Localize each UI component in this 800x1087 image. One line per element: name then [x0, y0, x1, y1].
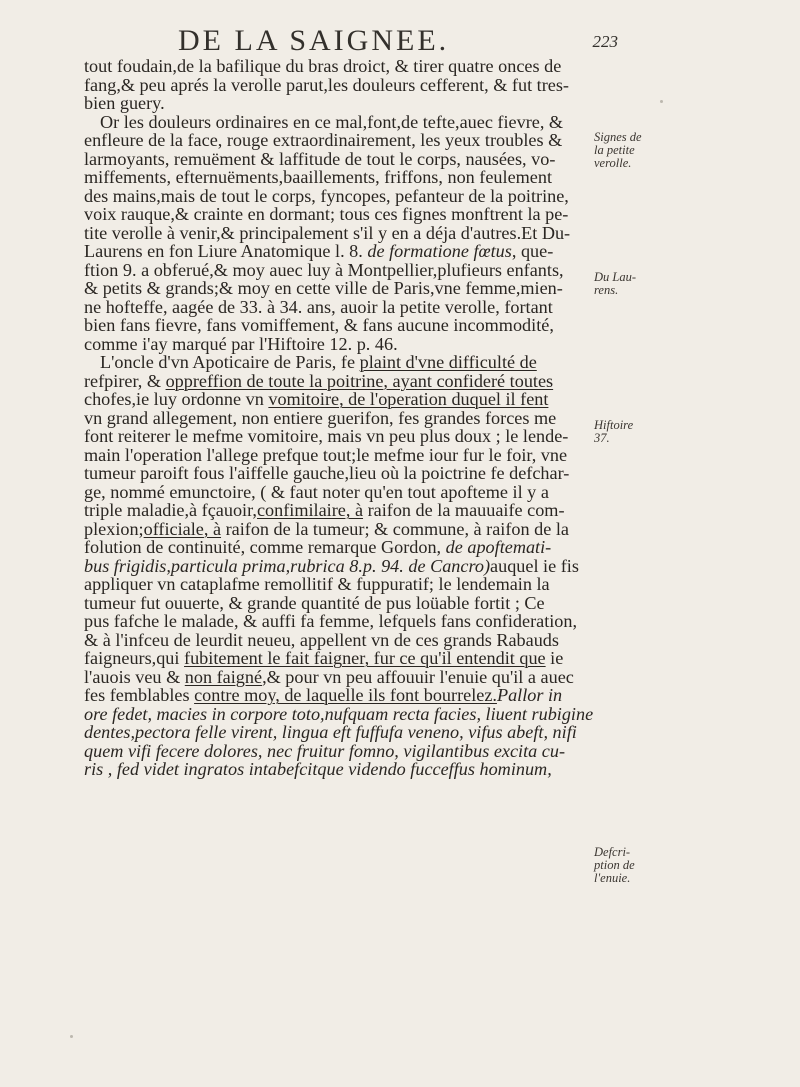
margin-note-line: Du Lau-	[594, 270, 637, 284]
body-text	[84, 56, 594, 779]
margin-note-line: 37.	[594, 431, 610, 445]
text-line: main l'operation l'allege prefque tout;le mefme iour fur le foir, vne	[84, 444, 568, 465]
margin-note-line: verolle.	[594, 156, 632, 170]
text-segment: ie	[545, 648, 564, 668]
text-segment: contre moy, de laquelle ils font bourrelez.	[194, 685, 497, 705]
margin-note-line: ption de	[594, 858, 635, 872]
margin-note-du-laurens	[594, 271, 636, 297]
text-segment: Pallor in	[496, 685, 563, 705]
text-segment: oppreffion de toute la poitrine, ayant confideré toutes	[165, 370, 554, 391]
text-segment: bus frigidis,particula prima,rubrica 8.p. 94. de Cancro)	[84, 555, 491, 576]
text-line	[84, 520, 574, 539]
text-line: fang,& peu aprés la verolle parut,les douleurs cefferent, & fut tres-	[84, 74, 569, 95]
text-segment: Laurens en fon Liure Anatomique l. 8.	[84, 241, 368, 261]
text-segment: de formatione fœtus	[367, 241, 512, 261]
margin-note-description-envie	[594, 846, 635, 885]
margin-note-line: Signes de	[594, 130, 642, 144]
text-line	[84, 649, 574, 668]
text-line: vn grand allegement, non entiere guerifon, fes grandes forces me	[84, 407, 557, 428]
page-header	[178, 24, 618, 58]
text-segment: non faigné	[184, 666, 263, 687]
text-segment: de apoftemati-	[445, 537, 552, 557]
margin-note-line: l'enuie.	[594, 871, 631, 885]
text-line: quem vifi fecere dolores, nec fruitur fomno, vigilantibus excita cu-	[84, 740, 566, 761]
text-line: tumeur paroift fous l'aiffelle gauche,lieu où la poictrine fe defchar-	[84, 463, 570, 483]
text-line: larmoyants, remuëment & laffitude de tout le corps, nausées, vo-	[84, 148, 556, 169]
margin-note-histoire	[594, 419, 633, 445]
text-segment: raifon de la tumeur; & commune, à raifon de la	[221, 518, 569, 539]
text-segment: fes femblables	[84, 685, 195, 705]
text-segment: confimilaire, à	[256, 500, 364, 520]
text-line: des mains,mais de tout le corps, fyncopes, pefanteur de la poitrine,	[84, 185, 569, 206]
text-segment: raifon de la mauuaife com-	[363, 500, 565, 520]
paper-speck	[660, 100, 663, 103]
text-line: bien guery.	[84, 93, 165, 113]
text-segment: chofes,ie luy ordonne vn	[84, 389, 269, 409]
margin-note-signes	[594, 131, 642, 170]
text-segment: l'auois veu &	[84, 666, 185, 687]
text-line: ne hofteffe, aagée de 33. à 34. ans, auoir la petite verolle, fortant	[84, 296, 553, 317]
text-line	[84, 372, 574, 391]
text-segment: triple maladie,à fçauoir,	[84, 500, 257, 520]
margin-note-line: Hiftoire	[594, 418, 634, 432]
text-line	[84, 242, 574, 261]
text-line: miffements, efternuëments,baaillements, friffons, non feulement	[84, 167, 553, 187]
paper-speck	[70, 1035, 73, 1038]
page-number: 223	[592, 32, 618, 51]
text-segment: vomitoire, de l'operation duquel il fent	[268, 389, 549, 409]
text-segment: officiale, à	[143, 518, 222, 539]
text-line: dentes,pectora felle virent, lingua eft fuffufa veneno, vifus abeft, nifi	[84, 722, 577, 742]
text-segment: , que-	[511, 241, 554, 261]
text-segment: fubitement le fait faigner, fur ce qu'il entendit que	[184, 648, 546, 668]
text-segment: auquel ie fis	[490, 555, 579, 576]
text-segment: plaint d'vne difficulté de	[359, 352, 537, 372]
text-line: tout foudain,de la bafilique du bras droict, & tirer quatre onces de	[84, 56, 562, 76]
margin-note-line: rens.	[594, 283, 619, 297]
text-line	[84, 686, 574, 705]
text-line	[84, 501, 574, 520]
text-line: & à l'infceu de leurdit neueu, appellent vn de ces grands Rabauds	[84, 629, 559, 650]
text-line: Or les douleurs ordinaires en ce mal,font,de tefte,auec fievre, &	[100, 111, 564, 132]
text-segment: folution de continuité, comme remarque Gordon,	[84, 537, 446, 557]
text-segment: refpirer, &	[84, 370, 166, 391]
text-segment: faigneurs,qui	[84, 648, 185, 668]
text-line: comme i'ay marqué par l'Hiftoire 12. p. 46.	[84, 333, 398, 354]
text-line	[84, 555, 579, 576]
text-line: pus fafche le malade, & auffi fa femme, lefquels fans confideration,	[84, 611, 578, 631]
text-line: bien fans fievre, fans vomiffement, & fans aucune incommodité,	[84, 315, 554, 335]
text-segment: ,& pour vn peu affouuir l'enuie qu'il a auec	[262, 666, 574, 687]
text-line: appliquer vn cataplafme remollitif & fuppuratif; le lendemain la	[84, 574, 550, 594]
text-line: ris , fed videt ingratos intabefcitque videndo fucceffus hominum,	[84, 759, 552, 779]
margin-note-line: la petite	[594, 143, 635, 157]
text-line: tumeur fut ouuerte, & grande quantité de pus loüable fortit ; Ce	[84, 592, 545, 613]
text-line: voix rauque,& crainte en dormant; tous ces fignes monftrent la pe-	[84, 204, 569, 224]
text-line	[84, 668, 574, 687]
text-segment: L'oncle d'vn Apoticaire de Paris, fe	[100, 352, 360, 372]
text-line	[84, 538, 574, 557]
text-line: & petits & grands;& moy en cette ville de Paris,vne femme,mien-	[84, 278, 563, 298]
text-line: tite verolle à venir,& principalement s'il y en a déja d'autres.Et Du-	[84, 222, 571, 243]
running-title: DE LA SAIGNEE.	[178, 24, 450, 57]
text-line	[84, 353, 574, 372]
text-segment: plexion;	[84, 518, 144, 539]
margin-note-line: Defcri-	[594, 845, 631, 859]
text-line: enfleure de la face, rouge extraordinairement, les yeux troubles &	[84, 130, 563, 150]
text-line: font reiterer le mefme vomitoire, mais vn peu plus doux ; le lende-	[84, 426, 569, 446]
text-line: ftion 9. a obferué,& moy auec luy à Montpellier,plufieurs enfants,	[84, 259, 564, 280]
text-line	[84, 390, 574, 409]
text-line: ore fedet, macies in corpore toto,nufquam recta facies, liuent rubigine	[84, 703, 594, 724]
text-line: ge, nommé emunctoire, ( & faut noter qu'en tout apofteme il y a	[84, 481, 549, 502]
